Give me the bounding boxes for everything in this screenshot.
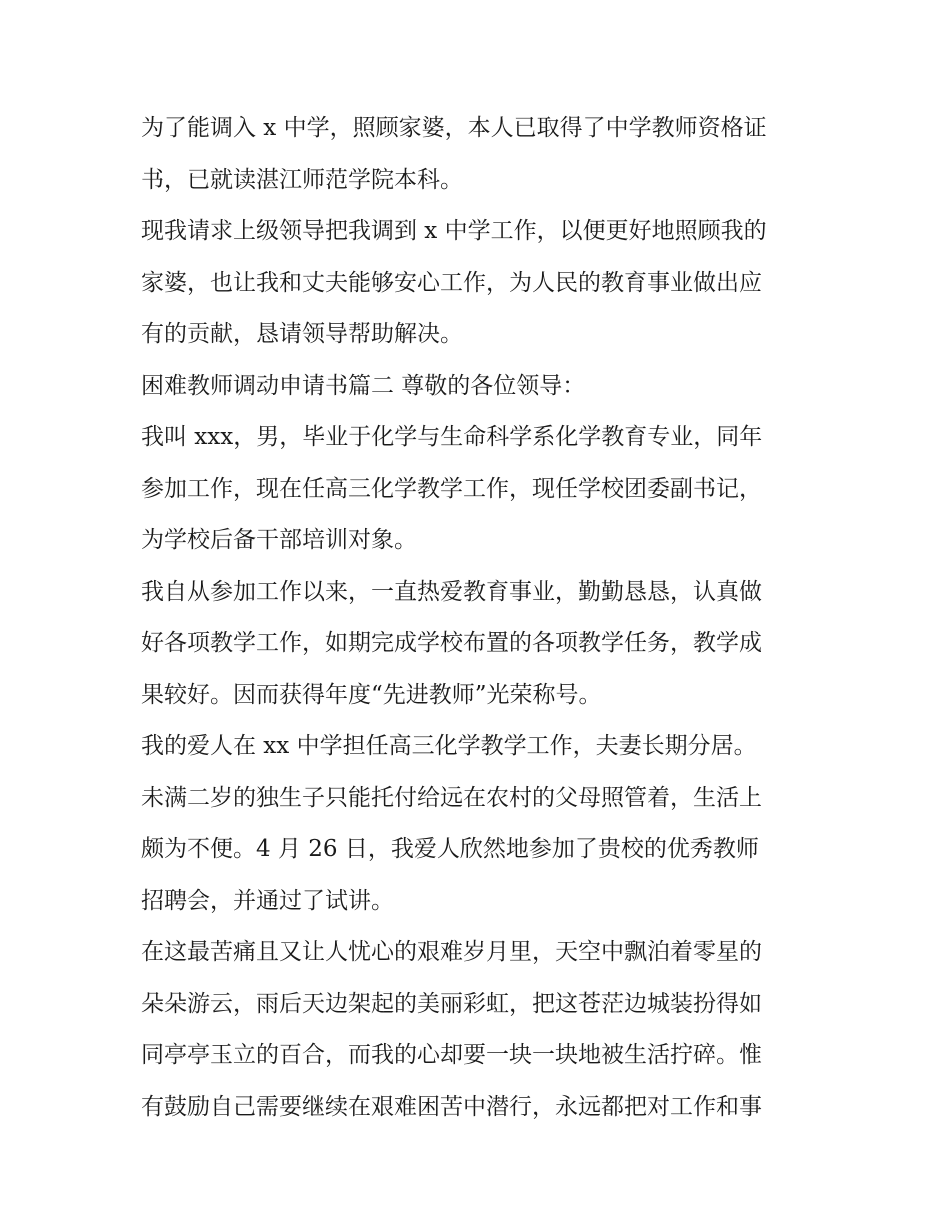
document-body	[141, 103, 821, 1133]
text-line: 我自从参加工作以来，一直热爱教育事业，勤勤恳恳，认真做	[141, 578, 762, 605]
text-line: 果较好。因而获得年度“先进教师”光荣称号。	[141, 681, 602, 708]
text-line: 家婆，也让我和丈夫能够安心工作，为人民的教育事业做出应	[141, 269, 762, 296]
section-heading: 困难教师调动申请书篇二 尊敬的各位领导：	[141, 372, 586, 399]
text-line: 好各项教学工作，如期完成学校布置的各项教学任务，教学成	[141, 630, 762, 656]
text-line: 参加工作，现在任高三化学教学工作，现任学校团委副书记，	[141, 475, 762, 502]
text-line: 颇为不便。4 月 26 日，我爱人欣然地参加了贵校的优秀教师	[141, 836, 759, 862]
text-line: 有鼓励自己需要继续在艰难困苦中潜行，永远都把对工作和事	[141, 1093, 762, 1120]
text-line: 未满二岁的独生子只能托付给远在农村的父母照管着，生活上	[141, 784, 762, 811]
text-line: 同亭亭玉立的百合，而我的心却要一块一块地被生活拧碎。惟	[141, 1042, 762, 1068]
text-line: 我叫 xxx，男，毕业于化学与生命科学系化学教育专业，同年	[141, 424, 763, 450]
text-line: 我的爱人在 xx 中学担任高三化学教学工作，夫妻长期分居。	[141, 733, 757, 759]
text-line: 书，已就读湛江师范学院本科。	[141, 166, 463, 193]
text-line: 招聘会，并通过了试讲。	[141, 887, 394, 914]
text-line: 朵朵游云，雨后天边架起的美丽彩虹，把这苍茫边城装扮得如	[141, 990, 762, 1017]
text-line: 现我请求上级领导把我调到 x 中学工作，以便更好地照顾我的	[141, 218, 767, 244]
text-line: 为学校后备干部培训对象。	[141, 527, 417, 553]
text-line: 为了能调入 x 中学，照顾家婆，本人已取得了中学教师资格证	[141, 115, 767, 141]
text-line: 有的贡献，恳请领导帮助解决。	[141, 321, 463, 347]
text-line: 在这最苦痛且又让人忧心的艰难岁月里，天空中飘泊着零星的	[141, 939, 762, 965]
